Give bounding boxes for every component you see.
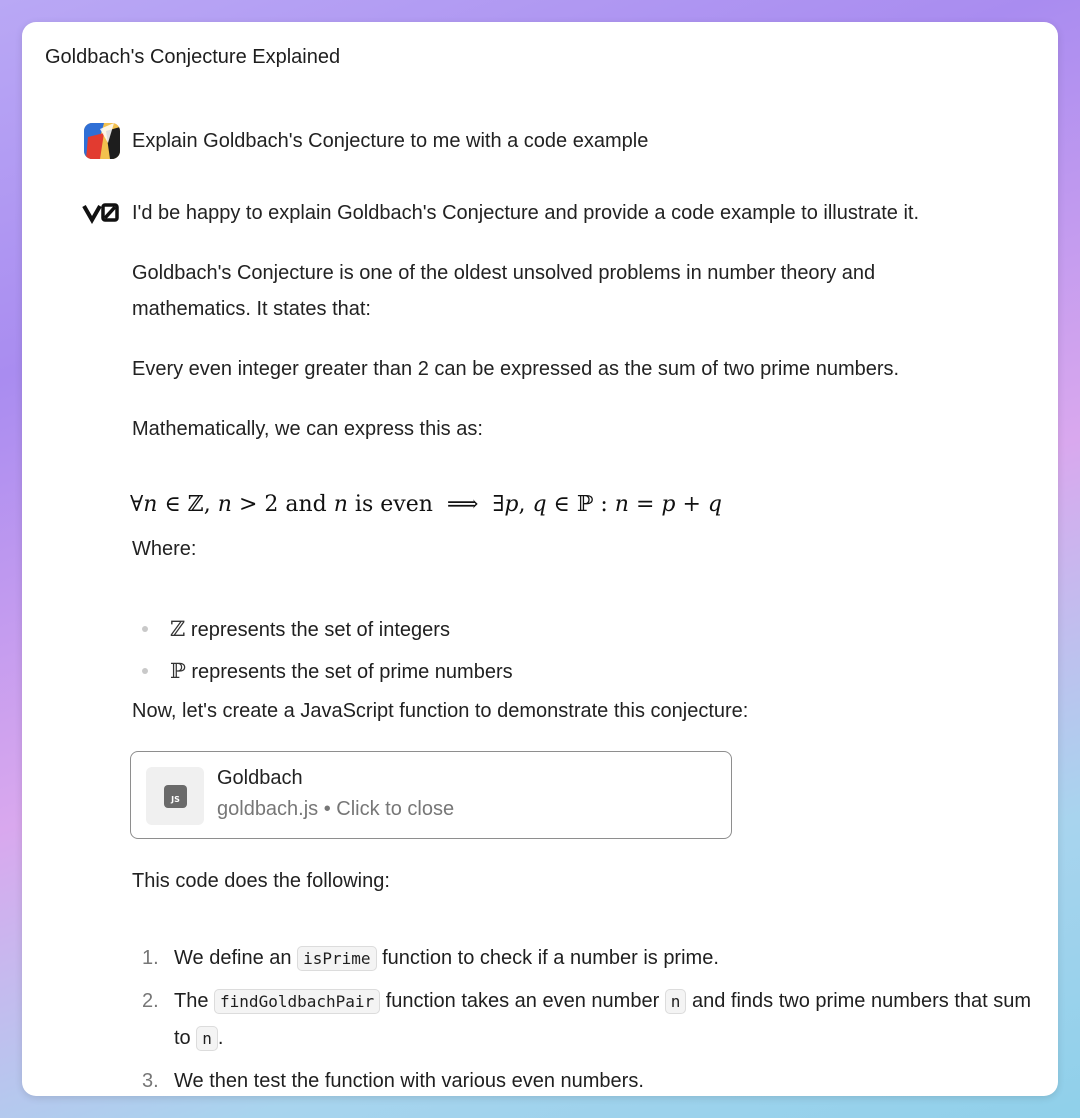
list-item: 1. We define an isPrime function to check if a number is prime. xyxy=(142,947,719,969)
inline-code: n xyxy=(665,989,687,1014)
assistant-paragraph: Now, let's create a JavaScript function to demonstrate this conjecture: xyxy=(132,700,749,722)
list-item: 2. The findGoldbachPair function takes an even number n and finds two prime numbers that sum to n . xyxy=(142,990,1032,1049)
code-artifact-card[interactable] xyxy=(130,751,732,839)
assistant-intro: I'd be happy to explain Goldbach's Conjecture and provide a code example to illustrate it. xyxy=(132,202,920,224)
artifact-meta: goldbach.js • Click to close xyxy=(217,798,455,820)
inline-code: findGoldbachPair xyxy=(214,989,380,1014)
bullet-dot xyxy=(142,626,148,632)
assistant-paragraph: Mathematically, we can express this as: xyxy=(132,418,483,440)
list-item: 3. We then test the function with various even numbers. xyxy=(142,1070,644,1092)
js-file-icon: JS xyxy=(164,785,187,808)
chat-window: Goldbach's Conjecture Explained Explain Goldbach's Conjecture to me with a code example I'd be happy to explain Goldbach's Conjecture and provide a code example to illustrate it. Goldbach's Conjecture is one of the oldest unsolved problems in number theory and mathematics. It states that: Every even integer greater than 2 can be expressed as the sum of two prime numbers. Mathematically, we can express this as: ∀n ∈ ℤ, n > 2 and n is even ⟹ ∃p, q ∈ ℙ : n = p + q Where: ℤ represents the set of integers ℙ represents the set of prime numbers Now, let's create a JavaScript function to demonstrate this conjecture: JS Goldbach goldbach.js • Click to close This code does the following: 1. We define an isPrime function to check if a number is prime. 2. The findGoldbachPair function takes an even number n and finds two prime numbers that sum to n . 3. We then test the function with various even numbers. xyxy=(22,22,1058,1096)
assistant-paragraph: Every even integer greater than 2 can be expressed as the sum of two prime numbers. xyxy=(132,358,900,380)
assistant-paragraph: Goldbach's Conjecture is one of the oldest unsolved problems in number theory and mathematics. It states that: xyxy=(132,262,876,320)
inline-code: isPrime xyxy=(297,946,376,971)
page-title: Goldbach's Conjecture Explained xyxy=(45,46,341,68)
artifact-name: Goldbach xyxy=(217,767,303,789)
bullet-dot xyxy=(142,668,148,674)
inline-code: n xyxy=(196,1026,218,1051)
user-message: Explain Goldbach's Conjecture to me with a code example xyxy=(132,130,649,152)
where-label: Where: xyxy=(132,538,197,560)
artifact-file-icon xyxy=(146,767,204,825)
v0-logo-icon xyxy=(82,202,120,224)
user-avatar xyxy=(84,123,120,159)
assistant-paragraph: This code does the following: xyxy=(132,870,390,892)
math-formula: ∀n ∈ ℤ, n > 2 and n is even ⟹ ∃p, q ∈ ℙ : n = p + q xyxy=(130,492,722,517)
ordered-list xyxy=(132,940,1052,1096)
